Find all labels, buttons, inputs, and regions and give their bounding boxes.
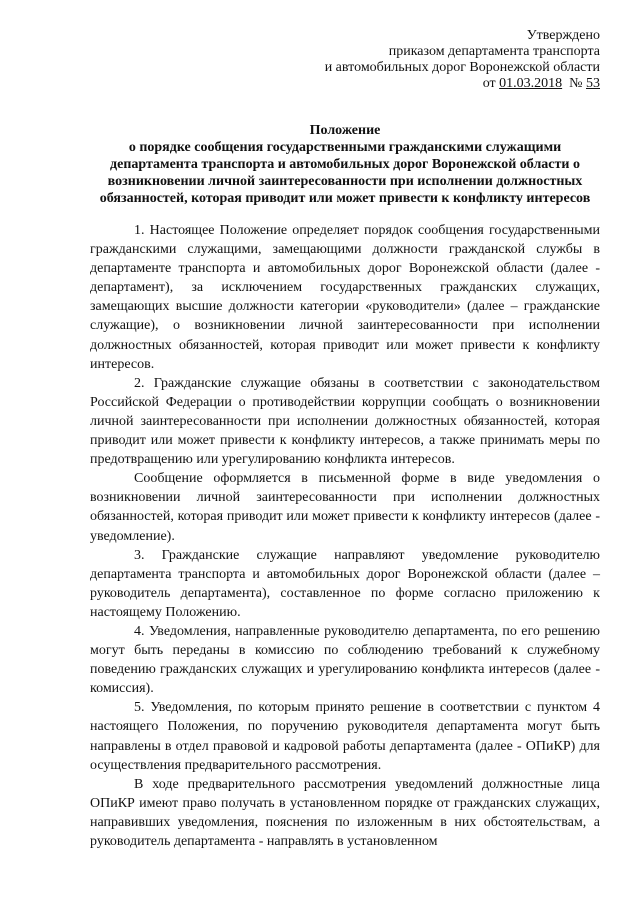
approval-line-3: и автомобильных дорог Воронежской области [324, 60, 600, 75]
title-line-2: о порядке сообщения государственными гражданскими служащими [128, 140, 562, 155]
paragraph-5: 4. Уведомления, направленные руководителю департамента, по его решению могут быть переданы в комиссию по соблюдению требований к служебному поведению гражданских служащих и урегулированию конфликта интересов (далее - комиссия). [90, 623, 600, 697]
approval-number: 53 [586, 76, 600, 91]
approval-number-prefix: № [562, 76, 586, 91]
title-line-5: обязанностей, которая приводит или может привести к конфликту интересов [99, 191, 591, 206]
document-title [90, 122, 600, 207]
approval-line-1: Утверждено [526, 28, 600, 43]
approval-stamp [90, 28, 600, 92]
paragraph-3: Сообщение оформляется в письменной форме в виде уведомления о возникновении личной заинтересованности при исполнении должностных обязанностей, которая приводит или может привести к конфликту интересов (далее - уведомление). [90, 471, 600, 544]
approval-date: 01.03.2018 [499, 76, 563, 91]
paragraph-7: В ходе предварительного рассмотрения уведомлений должностные лица ОПиКР имеют право получать в установленном порядке от гражданских служащих, направивших уведомления, пояснения по изложенным в них обстоятельствам, а руководитель департамента - направлять в установленном [90, 776, 600, 849]
paragraph-1: 1. Настоящее Положение определяет порядок сообщения государственными гражданскими служащими, замещающими должности гражданской службы в департаменте транспорта и автомобильных дорог Воронежской области (далее - департамент), за исключением государственных гражданских служащих, замещающих высшие должности категории «руководители» (далее – гражданские служащие), о возникновении личной заинтересованности при исполнении должностных обязанностей, которая приводит или может привести к конфликту интересов. [90, 223, 600, 372]
document-body [90, 221, 600, 851]
title-line-1: Положение [309, 123, 381, 138]
approval-line-2: приказом департамента транспорта [388, 44, 600, 59]
approval-date-prefix: от [482, 76, 500, 91]
paragraph-6: 5. Уведомления, по которым принято решение в соответствии с пунктом 4 настоящего Положения, по поручению руководителя департамента могут быть направлены в отдел правовой и кадровой работы департамента (далее - ОПиКР) для осуществления предварительного рассмотрения. [90, 700, 600, 773]
paragraph-2: 2. Гражданские служащие обязаны в соответствии с законодательством Российской Федерации о противодействии коррупции сообщать о возникновении личной заинтересованности при исполнении должностных обязанностей, которая приводит или может привести к конфликту интересов, а также принимать меры по предотвращению или урегулированию конфликта интересов. [90, 375, 600, 468]
approval-date-line [90, 76, 600, 92]
title-line-4: возникновении личной заинтересованности при исполнении должностных [107, 174, 583, 189]
title-line-3: департамента транспорта и автомобильных дорог Воронежской области о [110, 157, 580, 172]
paragraph-4: 3. Гражданские служащие направляют уведомление руководителю департамента транспорта и автомобильных дорог Воронежской области (далее – руководитель департамента), составленное по форме согласно приложению к настоящему Положению. [90, 547, 600, 620]
